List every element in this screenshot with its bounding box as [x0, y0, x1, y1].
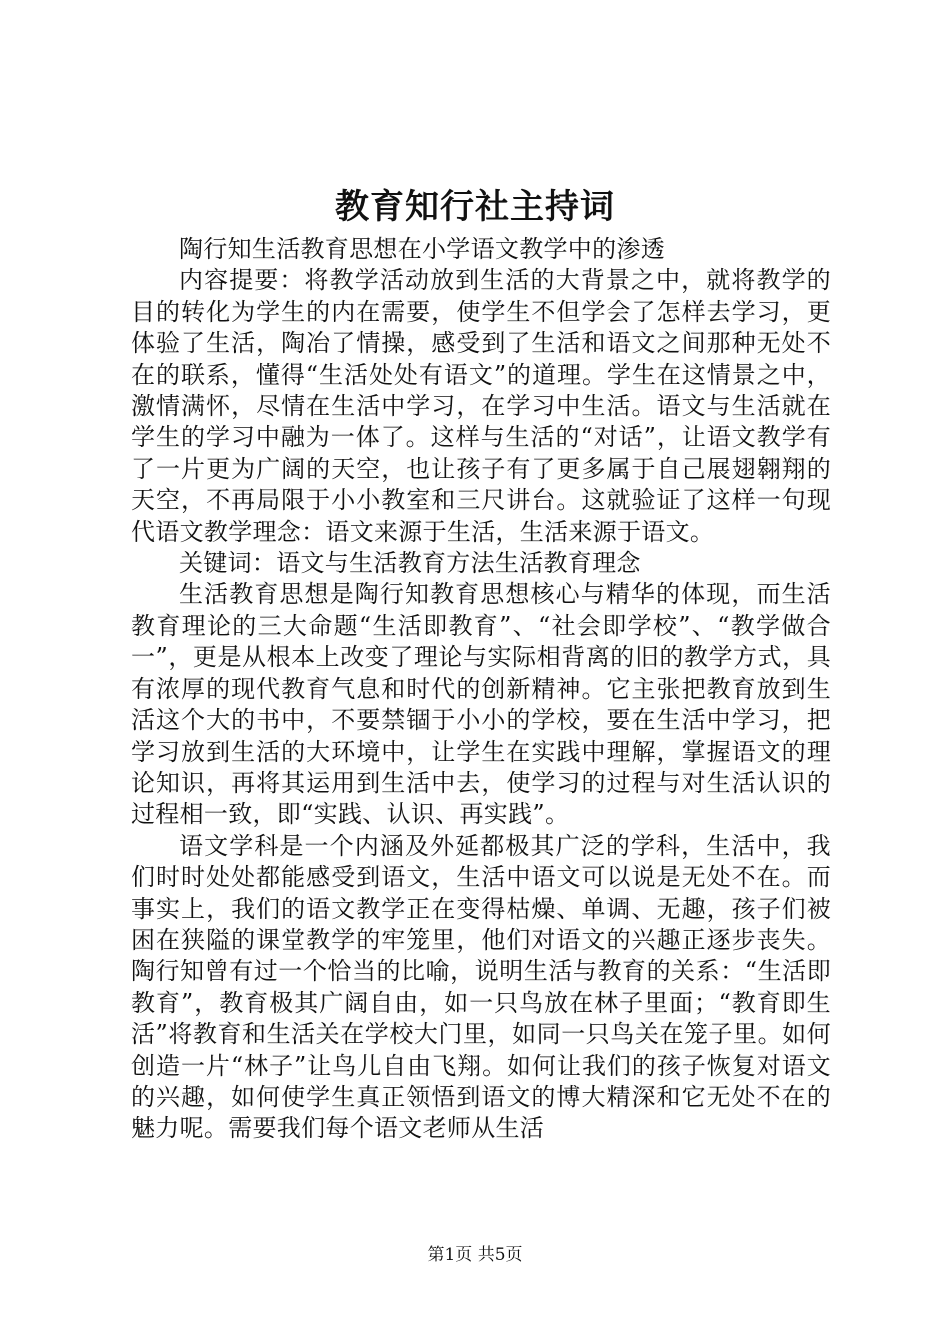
- document-title: 教育知行社主持词: [335, 187, 615, 227]
- abstract-paragraph: 内容提要：将教学活动放到生活的大背景之中，就将教学的目的转化为学生的内在需要，使学生不但学会了怎样去学习，更体验了生活，陶冶了情操，感受到了生活和语文之间那种无处不在的联系，懂得“生活处处有语文”的道理。学生在这情景之中，激情满怀，尽情在生活中学习，在学习中生活。语文与生活就在学生的学习中融为一体了。这样与生活的“对话”，让语文教学有了一片更为广阔的天空，也让孩子有了更多属于自己展翅翱翔的天空，不再局限于小小教室和三尺讲台。这就验证了这样一句现代语文教学理念：语文来源于生活，生活来源于语文。: [131, 266, 831, 546]
- article-subtitle: 陶行知生活教育思想在小学语文教学中的渗透: [179, 235, 665, 263]
- keywords-paragraph: 关键词：语文与生活教育方法生活教育理念: [179, 549, 641, 578]
- body-paragraph-1: 生活教育思想是陶行知教育思想核心与精华的体现，而生活教育理论的三大命题“生活即教育”、“社会即学校”、“教学做合一”，更是从根本上改变了理论与实际相背离的旧的教学方式，具有浓厚的现代教育气息和时代的创新精神。它主张把教育放到生活这个大的书中，不要禁锢于小小的学校，要在生活中学习，把学习放到生活的大环境中，让学生在实践中理解，掌握语文的理论知识，再将其运用到生活中去，使学习的过程与对生活认识的过程相一致，即“实践、认识、再实践”。: [131, 580, 831, 829]
- page-number-footer: 第1页 共5页: [427, 1245, 523, 1265]
- body-paragraph-2: 语文学科是一个内涵及外延都极其广泛的学科，生活中，我们时时处处都能感受到语文，生活中语文可以说是无处不在。而事实上，我们的语文教学正在变得枯燥、单调、无趣，孩子们被困在狭隘的课堂教学的牢笼里，他们对语文的兴趣正逐步丧失。陶行知曾有过一个恰当的比喻，说明生活与教育的关系：“生活即教育”，教育极其广阔自由，如一只鸟放在林子里面；“教育即生活”将教育和生活关在学校大门里，如同一只鸟关在笼子里。如何创造一片“林子”让鸟儿自由飞翔。如何让我们的孩子恢复对语文的兴趣，如何使学生真正领悟到语文的博大精深和它无处不在的魅力呢。需要我们每个语文老师从生活: [131, 831, 831, 1143]
- document-body: [131, 234, 831, 1145]
